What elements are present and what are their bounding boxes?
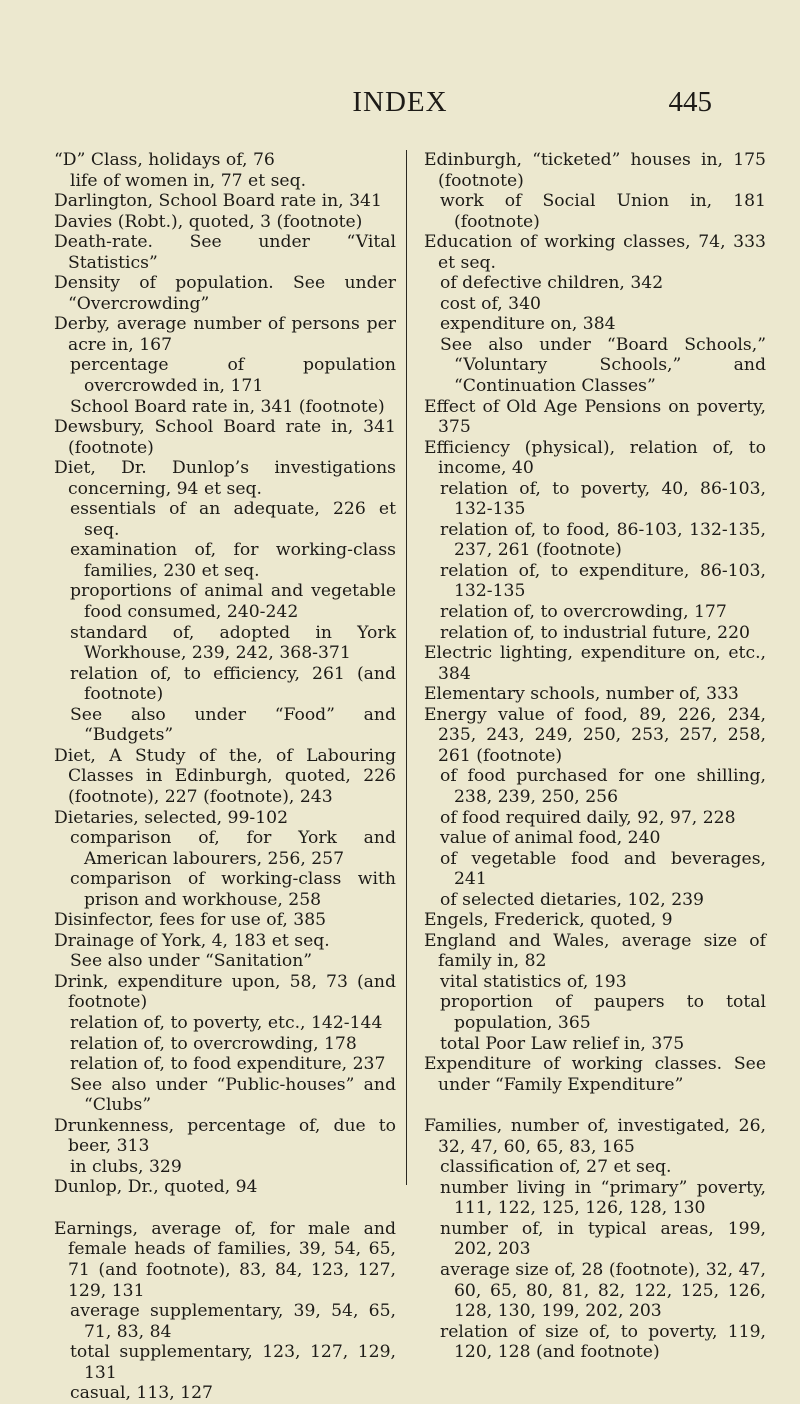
index-subentry: of vegetable food and beverages, 241 bbox=[440, 848, 766, 890]
index-subentry: relation of, to expenditure, 86-103, 132-135 bbox=[440, 560, 766, 602]
index-subentry: proportions of animal and vegetable food consumed, 240-242 bbox=[70, 581, 396, 623]
index-subentry: See also under “Board Schools,” “Voluntary Schools,” and “Continuation Classes” bbox=[440, 334, 766, 397]
index-entry: Expenditure of working classes. See under “Family Expenditure” bbox=[424, 1054, 766, 1095]
index-subentry: comparison of working-class with prison and workhouse, 258 bbox=[70, 869, 396, 910]
index-subentry: classification of, 27 et seq. bbox=[440, 1157, 672, 1178]
index-subentry: number living in “primary” poverty, 111, 122, 125, 126, 128, 130 bbox=[440, 1177, 766, 1219]
index-subentry: relation of, to overcrowding, 178 bbox=[70, 1033, 357, 1054]
index-subentry: relation of, to food, 86-103, 132-135, 237, 261 (footnote) bbox=[440, 519, 766, 561]
index-entry: Drink, expenditure upon, 58, 73 (and footnote) bbox=[54, 971, 396, 1013]
index-subentry: School Board rate in, 341 (footnote) bbox=[70, 396, 385, 417]
index-subentry: relation of size of, to poverty, 119, 120, 128 (and footnote) bbox=[440, 1321, 766, 1363]
index-subentry: See also under “Public-houses” and “Clubs” bbox=[70, 1074, 396, 1116]
index-subentry: work of Social Union in, 181 (footnote) bbox=[440, 191, 766, 232]
index-entry: Diet, Dr. Dunlop’s investigations concerning, 94 et seq. bbox=[54, 458, 396, 499]
index-column-left bbox=[54, 150, 396, 1404]
index-entry: Elementary schools, number of, 333 bbox=[424, 684, 739, 705]
index-entry: Diet, A Study of the, of Labouring Classes in Edinburgh, quoted, 226 (footnote), 227 (footnote), 243 bbox=[54, 745, 396, 807]
index-entry: Density of population. See under “Overcrowding” bbox=[54, 273, 396, 314]
index-subentry: number of, in typical areas, 199, 202, 203 bbox=[440, 1218, 766, 1260]
index-entry: Dewsbury, School Board rate in, 341 (footnote) bbox=[54, 417, 396, 458]
index-subentry: of food purchased for one shilling, 238, 239, 250, 256 bbox=[440, 766, 766, 807]
index-subentry: expenditure on, 384 bbox=[440, 314, 616, 335]
index-entry: Edinburgh, “ticketed” houses in, 175 (footnote) bbox=[424, 150, 766, 191]
index-entry: Drainage of York, 4, 183 et seq. bbox=[54, 930, 330, 951]
index-subentry: examination of, for working-class families, 230 et seq. bbox=[70, 540, 396, 581]
index-subentry: See also under “Food” and “Budgets” bbox=[70, 704, 396, 746]
index-subentry: casual, 113, 127 bbox=[70, 1383, 213, 1404]
index-subentry: relation of, to overcrowding, 177 bbox=[440, 602, 727, 623]
index-subentry: proportion of paupers to total population, 365 bbox=[440, 992, 766, 1033]
index-entry: “D” Class, holidays of, 76 bbox=[54, 150, 275, 170]
index-subentry: essentials of an adequate, 226 et seq. bbox=[70, 499, 396, 540]
index-subentry: of food required daily, 92, 97, 228 bbox=[440, 807, 736, 828]
index-subentry: average size of, 28 (footnote), 32, 47, 60, 65, 80, 81, 82, 122, 125, 126, 128, 130, 199, 202, 203 bbox=[440, 1259, 766, 1322]
index-subentry: life of women in, 77 et seq. bbox=[70, 170, 307, 191]
index-subentry: relation of, to food expenditure, 237 bbox=[70, 1054, 386, 1075]
index-subentry: relation of, to efficiency, 261 (and footnote) bbox=[70, 663, 396, 705]
index-entry: Efficiency (physical), relation of, to income, 40 bbox=[424, 437, 766, 479]
index-subentry: relation of, to industrial future, 220 bbox=[440, 622, 750, 643]
index-entry: Drunkenness, percentage of, due to beer, 313 bbox=[54, 1115, 396, 1157]
section-gap bbox=[424, 1095, 766, 1116]
index-entry: Engels, Frederick, quoted, 9 bbox=[424, 910, 673, 931]
index-entry: Dietaries, selected, 99-102 bbox=[54, 807, 289, 828]
page-header bbox=[0, 86, 800, 126]
index-subentry: relation of, to poverty, 40, 86-103, 132-135 bbox=[440, 478, 766, 520]
index-entry: Energy value of food, 89, 226, 234, 235, 243, 249, 250, 253, 257, 258, 261 (footnote) bbox=[424, 704, 766, 766]
index-entry: Davies (Robt.), quoted, 3 (footnote) bbox=[54, 211, 363, 232]
index-subentry: total supplementary, 123, 127, 129, 131 bbox=[70, 1342, 396, 1383]
index-entry: Dunlop, Dr., quoted, 94 bbox=[54, 1177, 258, 1198]
index-subentry: comparison of, for York and American labourers, 256, 257 bbox=[70, 828, 396, 869]
page-title: INDEX bbox=[352, 86, 448, 118]
index-entry: Effect of Old Age Pensions on poverty, 375 bbox=[424, 396, 766, 438]
index-entry: Education of working classes, 74, 333 et seq. bbox=[424, 232, 766, 273]
index-entry: Darlington, School Board rate in, 341 bbox=[54, 191, 382, 212]
index-subentry: total Poor Law relief in, 375 bbox=[440, 1033, 685, 1054]
index-subentry: of defective children, 342 bbox=[440, 273, 664, 294]
index-subentry: standard of, adopted in York Workhouse, 239, 242, 368-371 bbox=[70, 622, 396, 664]
index-column-right bbox=[424, 150, 766, 1363]
index-entry: Derby, average number of persons per acre in, 167 bbox=[54, 314, 396, 355]
index-subentry: in clubs, 329 bbox=[70, 1156, 182, 1177]
index-entry: Electric lighting, expenditure on, etc., 384 bbox=[424, 643, 766, 684]
column-divider bbox=[406, 150, 407, 1185]
index-subentry: value of animal food, 240 bbox=[440, 828, 661, 849]
index-entry: Disinfector, fees for use of, 385 bbox=[54, 910, 327, 931]
index-entry: Families, number of, investigated, 26, 32, 47, 60, 65, 83, 165 bbox=[424, 1116, 766, 1157]
index-subentry: relation of, to poverty, etc., 142-144 bbox=[70, 1012, 383, 1033]
index-entry: Death-rate. See under “Vital Statistics” bbox=[54, 232, 396, 273]
index-subentry: See also under “Sanitation” bbox=[70, 951, 313, 972]
index-entry: Earnings, average of, for male and female heads of families, 39, 54, 65, 71 (and footnote), 83, 84, 123, 127, 129, 131 bbox=[54, 1218, 396, 1301]
index-subentry: percentage of population overcrowded in, 171 bbox=[70, 355, 396, 397]
index-subentry: of selected dietaries, 102, 239 bbox=[440, 889, 704, 910]
index-entry: England and Wales, average size of family in, 82 bbox=[424, 930, 766, 972]
index-subentry: average supplementary, 39, 54, 65, 71, 83, 84 bbox=[70, 1301, 396, 1342]
section-gap bbox=[54, 1198, 396, 1219]
index-subentry: vital statistics of, 193 bbox=[440, 971, 627, 992]
page-number: 445 bbox=[668, 86, 712, 118]
index-subentry: cost of, 340 bbox=[440, 293, 541, 314]
